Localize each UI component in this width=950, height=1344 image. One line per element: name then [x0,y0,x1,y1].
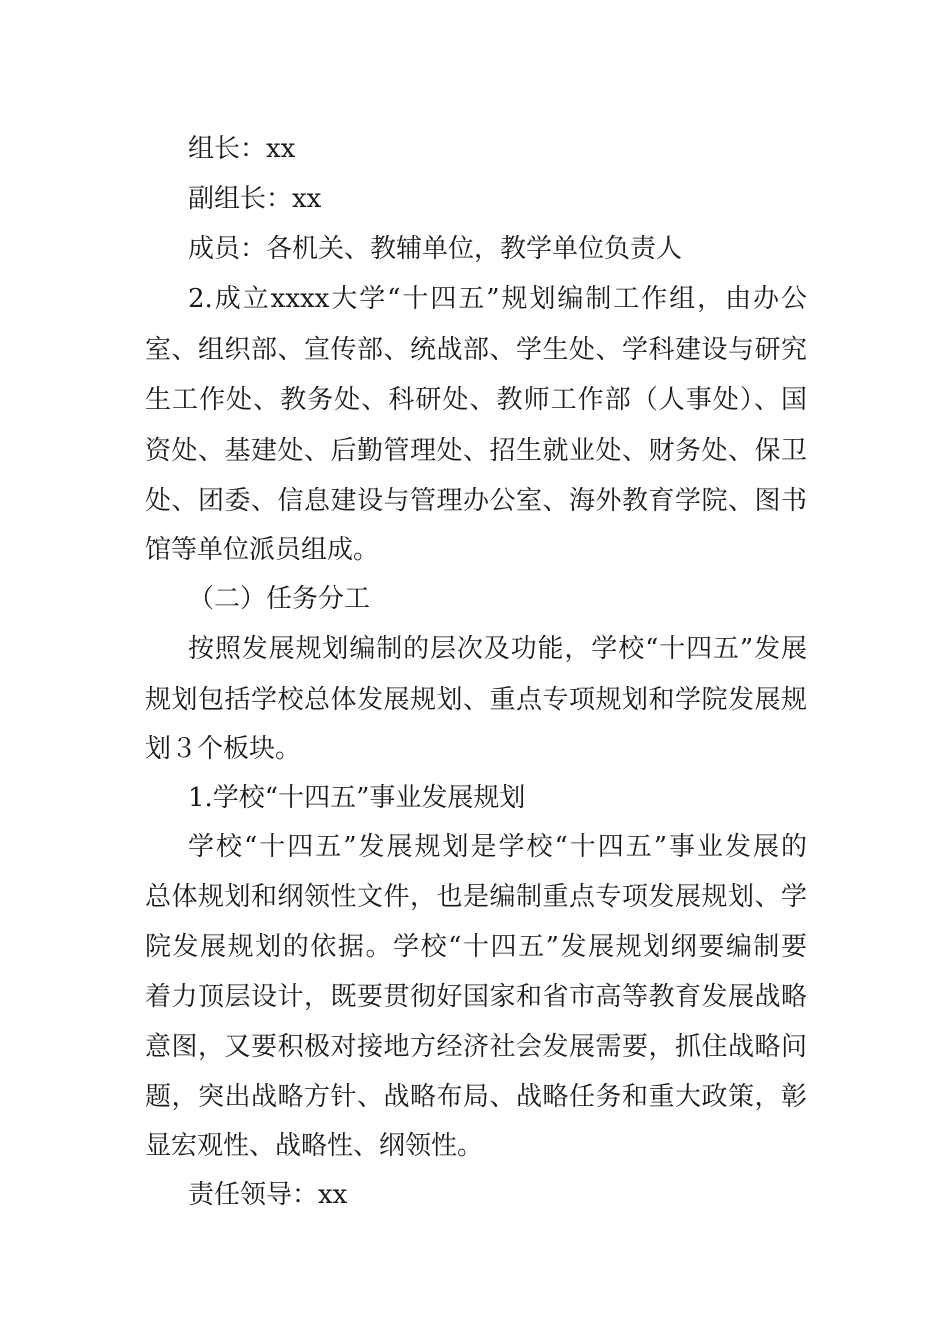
text-line-school-plan-6: 题，突出战略方针、战略布局、战略任务和重大政策，彰 [145,1082,807,1112]
text-line-plan-structure-2: 规划包括学校总体发展规划、重点专项规划和学院发展规 [145,685,807,715]
text-line-members: 成员：各机关、教辅单位，教学单位负责人 [188,234,683,264]
text-line-school-plan-3: 院发展规划的依据。学校“十四五”发展规划纲要编制要 [145,932,807,962]
text-line-workgroup-3: 生工作处、教务处、科研处、教师工作部（人事处）、国 [145,385,807,415]
text-line-school-plan-7: 显宏观性、战略性、纲领性。 [145,1131,484,1161]
text-line-responsible-leader: 责任领导：xx [188,1180,348,1210]
text-line-workgroup-1: 2.成立xxxx大学“十四五”规划编制工作组，由办公 [188,284,807,314]
text-line-workgroup-6: 馆等单位派员组成。 [145,535,380,565]
subheading-school-plan: 1.学校“十四五”事业发展规划 [188,783,526,813]
text-line-workgroup-2: 室、组织部、宣传部、统战部、学生处、学科建设与研究 [145,335,807,365]
text-line-school-plan-5: 意图，又要积极对接地方经济社会发展需要，抓住战略问 [145,1032,807,1062]
text-line-plan-structure-1: 按照发展规划编制的层次及功能，学校“十四五”发展 [188,634,807,664]
text-line-plan-structure-3: 划３个板块。 [145,734,302,764]
text-line-school-plan-1: 学校“十四五”发展规划是学校“十四五”事业发展的 [188,832,807,862]
text-line-school-plan-4: 着力顶层设计，既要贯彻好国家和省市高等教育发展战略 [145,982,807,1012]
text-line-workgroup-4: 资处、基建处、后勤管理处、招生就业处、财务处、保卫 [145,436,807,466]
text-line-workgroup-5: 处、团委、信息建设与管理办公室、海外教育学院、图书 [145,486,807,516]
text-line-school-plan-2: 总体规划和纲领性文件，也是编制重点专项发展规划、学 [145,882,807,912]
text-line-group-leader: 组长：xx [188,134,296,164]
text-line-deputy-leader: 副组长：xx [188,184,322,214]
section-heading-task-division: （二）任务分工 [188,584,371,614]
